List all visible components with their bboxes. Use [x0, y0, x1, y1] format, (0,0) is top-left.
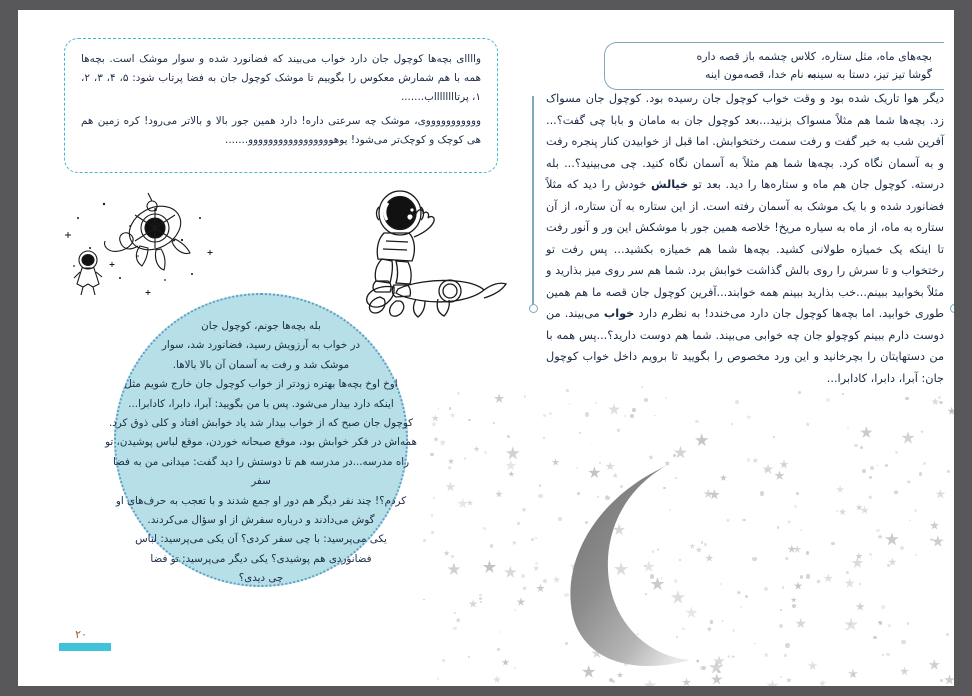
opening-poem-text	[605, 48, 938, 84]
star-icon	[935, 489, 945, 499]
star-dot	[433, 497, 436, 500]
rocket-launch-callout	[64, 38, 498, 173]
circle-line: در خواب به آرزویش رسید، فضانورد شد، سوار	[161, 339, 361, 352]
star-dot	[431, 514, 433, 516]
star-dot	[531, 538, 534, 541]
star-icon	[695, 433, 709, 447]
star-dot	[864, 510, 866, 512]
star-dot	[784, 654, 787, 657]
star-icon	[616, 428, 621, 433]
star-icon	[785, 556, 790, 561]
star-icon	[431, 414, 439, 422]
star-dot	[543, 579, 547, 583]
star-dot	[464, 457, 467, 460]
star-dot	[869, 476, 873, 480]
poem-line-1a: بچه‌های ماه، مثل ستاره،	[821, 50, 932, 63]
poem-line-2b: به نام خدا، قصه‌مون اینه	[704, 68, 816, 81]
star-icon	[930, 521, 940, 531]
star-dot	[480, 601, 482, 603]
star-icon	[774, 471, 784, 481]
star-dot	[870, 466, 874, 470]
star-icon	[439, 439, 447, 447]
star-icon	[851, 557, 863, 569]
star-dot	[886, 653, 890, 657]
star-icon	[711, 673, 723, 685]
star-dot	[731, 423, 733, 425]
star-icon	[444, 550, 450, 556]
star-dot	[539, 484, 542, 487]
star-dot	[468, 419, 471, 422]
star-dot	[876, 529, 880, 533]
star-dot	[457, 392, 459, 394]
star-dot	[782, 586, 785, 589]
star-icon	[467, 500, 474, 507]
star-dot	[517, 522, 520, 525]
star-dot	[609, 678, 613, 682]
star-dot	[947, 470, 950, 473]
circle-line: موشک شد و رفت به آسمان آن بالا بالاها.	[172, 358, 350, 371]
star-icon	[608, 403, 621, 416]
star-icon	[433, 437, 439, 443]
star-dot	[449, 407, 452, 410]
star-icon	[836, 485, 845, 494]
star-dot	[939, 401, 943, 405]
star-dot	[579, 432, 581, 434]
star-dot	[845, 628, 848, 631]
star-icon	[855, 552, 863, 560]
star-icon	[746, 414, 752, 420]
star-icon	[860, 506, 869, 515]
book-page	[18, 10, 954, 686]
star-dot	[644, 398, 648, 402]
star-dot	[430, 453, 433, 456]
star-dot	[451, 555, 454, 558]
circle-line: اینکه دارد بیدار می‌شود. پس با من بگویید: آبرا، دابرا، کادابرا...	[128, 397, 394, 410]
star-dot	[915, 554, 917, 556]
star-dot	[521, 574, 525, 578]
star-icon	[447, 465, 452, 470]
star-icon	[855, 602, 865, 612]
story-body-box	[528, 88, 954, 393]
star-icon	[643, 679, 656, 686]
crescent-moon	[548, 460, 758, 675]
star-dot	[735, 400, 739, 404]
star-dot	[938, 396, 941, 399]
star-icon	[794, 582, 803, 591]
star-icon	[502, 659, 510, 667]
star-icon	[512, 540, 517, 545]
star-icon	[844, 578, 855, 589]
star-icon	[504, 566, 518, 580]
star-dot	[543, 437, 545, 439]
star-icon	[848, 668, 859, 679]
star-dot	[569, 403, 571, 405]
star-dot	[493, 422, 495, 424]
star-dot	[524, 395, 527, 398]
star-icon	[893, 489, 900, 496]
star-dot	[543, 414, 547, 418]
star-dot	[632, 408, 636, 412]
star-dot	[454, 612, 457, 615]
star-icon	[860, 426, 873, 439]
star-dot	[895, 451, 898, 454]
star-dot	[792, 604, 796, 608]
star-dot	[538, 494, 542, 498]
star-dot	[423, 539, 426, 542]
star-dot	[800, 529, 802, 531]
star-icon	[888, 558, 897, 567]
star-icon	[505, 460, 517, 472]
star-icon	[928, 659, 940, 671]
star-dot	[881, 605, 885, 609]
star-dot	[624, 415, 626, 417]
star-icon	[536, 584, 545, 593]
star-dot	[479, 597, 482, 600]
circle-line: بله بچه‌ها جونم، کوچول جان	[201, 320, 321, 332]
star-icon	[887, 623, 892, 628]
star-icon	[900, 667, 910, 677]
poem-line-2a: گوشا تیز تیز، دستا به سینه،	[807, 68, 932, 81]
star-dot	[907, 622, 910, 625]
star-icon	[455, 617, 461, 623]
star-dot	[514, 667, 516, 669]
star-dot	[514, 609, 516, 611]
star-icon	[469, 599, 478, 608]
star-icon	[674, 446, 688, 460]
astronaut-riding-rocket	[338, 185, 518, 325]
dream-summary-text	[102, 317, 420, 589]
spaceship-with-tethered-astronaut	[60, 188, 260, 308]
star-dot	[590, 443, 592, 445]
star-dot	[946, 633, 949, 636]
star-dot	[836, 510, 838, 512]
star-icon	[816, 579, 821, 584]
star-dot	[431, 531, 434, 534]
star-icon	[808, 661, 818, 671]
star-icon	[906, 479, 911, 484]
story-bold-khab: خواب	[603, 307, 635, 320]
star-dot	[796, 492, 799, 495]
star-icon	[763, 464, 774, 475]
star-dot	[900, 546, 904, 550]
story-part-2: خودش را دید که مثلاً فضانورد شده و با یک موشک به آسمان رفته است. از این ستاره به آن ستاره، از آن ستاره به ماه، از ماه به سیاره مریخ! خلاصه همین جور با موشکش این ور و آنور رفت تا اینکه یک خمیازه طولانی کشید. بچه‌ها شما هم خمیازه بکشید... پس رفت تو رختخواب و تا سرش را روی بالش گذاشت خوابش برد. شما هم سر روی میز بذارید و مثلاً بخوابید ببینم...خب بذارید ببینم همه خوابند...آفرین کوچول جان قصه ما هم همین طوری خوابید. اما بچه‌ها کوچول جان دارد می‌خندد! به نظرم دارد	[546, 178, 944, 320]
circle-line: کردم؟! چند نفر دیگر هم دور او جمع شدند و با تعجب به حرف‌های او	[115, 494, 407, 507]
star-dot	[871, 558, 873, 560]
star-dot	[869, 553, 872, 556]
callout-paragraph-1: واااای بچه‌ها کوچول جان دارد خواب می‌بیند که فضانورد شده و سوار موشک است. بچه‌ها همه با هم شمارش معکوس را بگوییم تا موشک کوچول جان به فضا پرتاب شود: ۵، ۴، ۳، ۲، ۱، پرتااااااااب.......	[81, 53, 481, 103]
star-icon	[508, 471, 514, 477]
story-part-3: می‌بیند. من دوست دارم ببینم کوچولو جان چه خوابی می‌بیند. شما هم دوست دارید؟...پس همه با من دستهایتان را بچرخانید و این ورد مخصوص را بگویید تا برویم داخل خواب کوچول جان: آبرا، دابرا، کادابرا...	[546, 307, 944, 385]
poem-row	[605, 48, 938, 66]
star-dot	[785, 643, 789, 647]
star-icon	[920, 430, 924, 434]
star-icon	[793, 545, 802, 554]
star-dot	[882, 654, 884, 656]
star-icon	[447, 563, 461, 577]
star-icon	[495, 490, 503, 498]
star-icon	[844, 617, 858, 631]
star-dot	[438, 408, 440, 410]
star-icon	[779, 460, 788, 469]
star-icon	[763, 652, 769, 658]
star-icon	[795, 618, 806, 629]
poem-line-1b: کلاس چشمه باز قصه داره	[696, 50, 816, 63]
star-dot	[498, 631, 500, 633]
star-dot	[665, 397, 667, 399]
star-dot	[849, 623, 851, 625]
page-number-rule	[59, 643, 111, 651]
star-dot	[764, 469, 767, 472]
circle-line: گوش می‌دادند و درباره سفرش از او سؤال می‌کردند.	[147, 514, 375, 527]
star-dot	[777, 526, 780, 529]
poem-row	[605, 66, 938, 84]
star-dot	[852, 673, 855, 676]
star-dot	[630, 414, 634, 418]
star-icon	[482, 560, 496, 574]
star-icon	[522, 586, 527, 591]
star-dot	[773, 436, 775, 438]
rocket-launch-text	[81, 50, 481, 150]
story-bold-khiyalash: خیالش	[650, 178, 689, 191]
star-icon	[929, 538, 933, 542]
star-dot	[760, 491, 765, 496]
star-dot	[909, 520, 911, 522]
story-box-endcap-right	[950, 304, 954, 313]
star-dot	[876, 465, 878, 467]
page-number-block	[51, 628, 111, 651]
star-dot	[484, 451, 487, 454]
star-dot	[549, 412, 552, 415]
star-icon	[868, 495, 873, 500]
star-dot	[535, 537, 537, 539]
star-icon	[506, 446, 521, 461]
star-icon	[786, 677, 792, 683]
star-icon	[877, 534, 883, 540]
star-icon	[521, 507, 527, 513]
star-icon	[931, 398, 939, 406]
star-dot	[878, 621, 880, 623]
star-icon	[932, 535, 945, 548]
star-icon	[901, 431, 915, 445]
star-dot	[673, 454, 676, 457]
star-dot	[854, 444, 858, 448]
star-dot	[806, 551, 809, 554]
star-dot	[885, 464, 888, 467]
star-dot	[919, 472, 923, 476]
star-dot	[940, 679, 943, 682]
star-icon	[947, 407, 954, 416]
opening-poem-bubble	[604, 42, 944, 90]
star-dot	[862, 469, 866, 473]
star-icon	[493, 675, 502, 684]
story-box-rule-left	[532, 96, 534, 308]
star-icon	[431, 421, 437, 427]
star-dot	[535, 562, 538, 565]
star-dot	[879, 621, 882, 624]
star-dot	[490, 544, 494, 548]
star-icon	[682, 678, 691, 686]
star-dot	[595, 402, 597, 404]
star-dot	[800, 575, 804, 579]
star-dot	[831, 542, 835, 546]
star-icon	[944, 674, 954, 685]
star-icon	[766, 680, 778, 687]
star-dot	[507, 435, 510, 438]
circle-line: چی دیدی؟	[238, 572, 284, 585]
star-dot	[901, 640, 905, 644]
star-dot	[468, 656, 470, 658]
star-icon	[516, 598, 525, 607]
star-icon	[885, 532, 900, 547]
story-box-endcap-left	[529, 304, 538, 313]
callout-paragraph-2: وووووووووووی، موشک چه سرعتی داره! دارد همین جور بالا و بالاتر می‌رود! کره زمین هم هی کوچک و کوچک‌تر می‌شود! یوهووووووووووووووووو.......	[81, 115, 481, 146]
star-dot	[483, 527, 486, 530]
star-dot	[780, 609, 782, 611]
star-dot	[846, 571, 849, 574]
star-icon	[819, 679, 827, 686]
story-body-text	[546, 88, 944, 389]
star-dot	[914, 509, 917, 512]
story-part-1: دیگر هوا تاریک شده بود و وقت خواب کوچول جان رسیده بود. کوچول جان مسواک زد. بچه‌ها شما هم مثلاً مسواک بزنید...بعد کوچول جان به مامان و بابا چی گفت؟... آفرین شب به خیر گفت و رفت سمت رختخوابش. اما قبل از خوابیدن کنار پنجره رفت و به آسمان نگاه کرد. بچه‌ها شما هم مثلاً به آسمان نگاه کنید. چی می‌بینید؟... بله درسته. کوچول جان هم ماه و ستاره‌ها را دید. بعد تو	[546, 92, 944, 191]
circle-line: همه‌اش در فکر خوابش بود، موقع صبحانه خوردن، موقع لباس پوشیدن، تو	[105, 436, 417, 449]
star-dot	[442, 659, 445, 662]
star-dot	[806, 574, 810, 578]
star-icon	[473, 446, 479, 452]
star-dot	[779, 624, 784, 629]
star-dot	[479, 594, 481, 596]
star-dot	[794, 505, 798, 509]
star-icon	[805, 422, 810, 427]
dream-summary-circle	[105, 293, 417, 587]
circle-line: یکی می‌پرسید: با چی سفر کردی؟ آن یکی می‌پرسید: لباس	[135, 533, 387, 546]
star-icon	[791, 597, 797, 603]
star-dot	[873, 636, 877, 640]
star-dot	[847, 427, 849, 429]
star-icon	[457, 498, 468, 509]
star-dot	[654, 415, 656, 417]
star-icon	[445, 482, 456, 493]
star-dot	[780, 676, 782, 678]
star-dot	[879, 622, 882, 625]
star-icon	[450, 412, 456, 418]
page-number: ۲۰	[75, 628, 87, 641]
star-dot	[764, 587, 768, 591]
star-icon	[787, 520, 792, 525]
star-dot	[905, 397, 909, 401]
circle-line: کوچول جان صبح که از خواب بیدار شد یاد خوابش افتاد و کلی ذوق کرد.	[108, 417, 414, 430]
star-dot	[453, 627, 457, 631]
star-icon	[448, 458, 454, 464]
star-dot	[826, 398, 830, 402]
star-dot	[612, 680, 616, 684]
star-dot	[497, 648, 499, 650]
star-dot	[842, 393, 845, 396]
star-icon	[787, 545, 796, 554]
star-icon	[824, 574, 834, 584]
star-dot	[585, 412, 589, 416]
star-icon	[856, 504, 863, 511]
star-dot	[923, 462, 926, 465]
star-dot	[887, 564, 890, 567]
star-icon	[494, 393, 505, 404]
star-dot	[423, 599, 425, 601]
star-dot	[859, 583, 862, 586]
star-dot	[695, 420, 699, 424]
star-dot	[860, 446, 863, 449]
star-icon	[839, 508, 847, 516]
circle-line: راه مدرسه...در مدرسه هم تا دوستش را دید گفت: میدانی من به فضا سفر	[112, 455, 410, 488]
circle-line: فضانوردی هم پوشیدی؟ یکی دیگر می‌پرسید: تو فضا	[150, 552, 372, 565]
circle-line: اوخ اوخ بچه‌ها بهتره زودتر از خواب کوچول جان خارج شویم مثل	[124, 378, 398, 391]
star-dot	[437, 677, 440, 680]
star-icon	[533, 565, 539, 571]
